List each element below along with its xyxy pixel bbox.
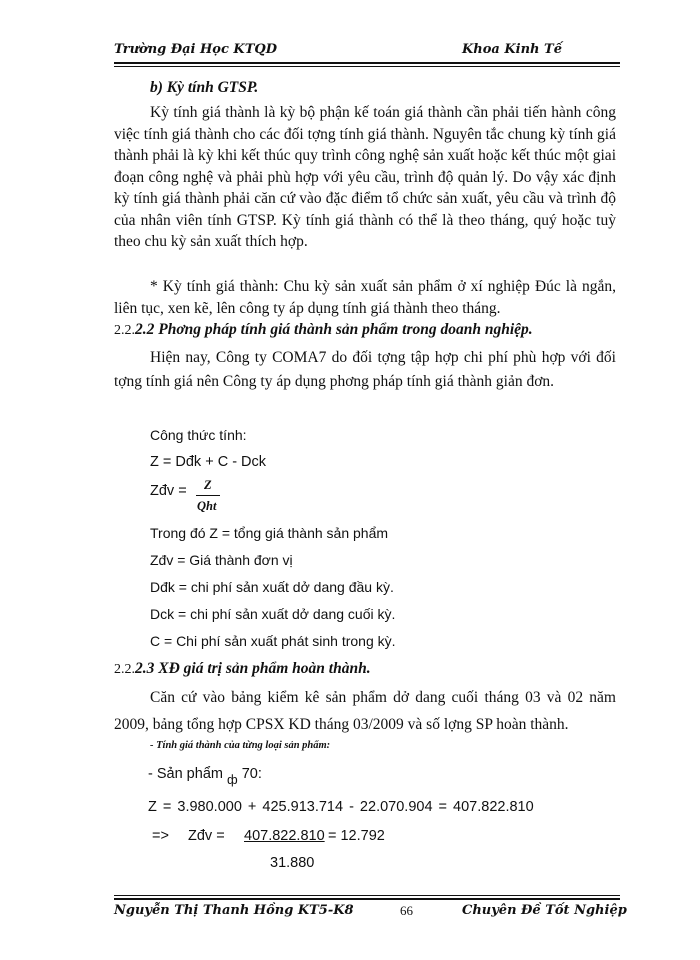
- header-school: Trường Đại Học KTQD: [114, 42, 277, 57]
- section-223-prefix: 2.2.: [114, 662, 135, 677]
- def-ddk: Dđk = chi phí sản xuất dở dang đầu kỳ.: [150, 579, 394, 595]
- footer-thesis: Chuyên Đề Tốt Nghiệp: [462, 903, 627, 918]
- footer-rule: [114, 898, 620, 900]
- section-222-prefix: 2.2.: [114, 323, 135, 338]
- calc-denominator: 31.880: [270, 855, 315, 871]
- formula-z: Z = Dđk + C - Dck: [150, 454, 267, 470]
- phi-symbol: ф: [227, 772, 238, 787]
- page-number: 66: [400, 903, 413, 918]
- def-c: C = Chi phí sản xuất phát sinh trong kỳ.: [150, 633, 396, 649]
- subsection-title: - Tính giá thành của từng loại sản phẩm:: [150, 740, 331, 751]
- section-223-heading: [114, 660, 371, 678]
- formula-zdv-label: Zđv =: [150, 483, 187, 499]
- footer-rule-thin: [114, 895, 620, 896]
- calc-z: Z = 3.980.000 + 425.913.714 - 22.070.904 = 407.822.810: [148, 799, 534, 815]
- def-zdv: Zđv = Giá thành đơn vị: [150, 552, 293, 568]
- section-b-note: * Kỳ tính giá thành: Chu kỳ sản xuất sản phẩm ở xí nghiệp Đúc là ngắn, liên tục, xen kẽ, lên công ty áp dụng tính giá thành theo tháng.: [114, 278, 616, 317]
- fraction-bar: [196, 495, 220, 496]
- calc-arrow: =>: [152, 828, 169, 844]
- section-222-paragraph: Hiện nay, Công ty COMA7 do đối tợng tập hợp chi phí phù hợp với đối tợng tính giá nên Công ty áp dụng phơng pháp tính giá thành giản đơn.: [114, 349, 616, 390]
- section-b-title: b) Kỳ tính GTSP.: [150, 79, 259, 96]
- footer-author: Nguyễn Thị Thanh Hồng KT5-K8: [114, 903, 354, 918]
- section-b-paragraph: Kỳ tính giá thành là kỳ bộ phận kế toán giá thành cần phải tiến hành công việc tính giá thành cho các đối tợng tính giá thành. Nguyên tắc chung kỳ tính giá thành phải là kỳ khi kết thúc quy trình công nghệ sản xuất hoặc kết thúc một giai đoạn công nghệ và phải phù hợp với yêu cầu, trình độ quản lý. Do vậy xác định kỳ tính giá thành phải căn cứ vào đặc điểm tổ chức sản xuất, yêu cầu và trình độ của nhân viên tính GTSP. Kỳ tính giá thành có thể là theo tháng, quý hoặc tuỳ theo chu kỳ sản xuất thích hợp.: [114, 104, 616, 250]
- calc-numerator: 407.822.810: [244, 828, 325, 844]
- product-line: [148, 766, 262, 787]
- def-dck: Dck = chi phí sản xuất dở dang cuối kỳ.: [150, 606, 396, 622]
- header-faculty: Khoa Kinh Tế: [462, 42, 562, 57]
- fraction-numerator: Z: [204, 478, 212, 492]
- product-label: - Sản phẩm: [148, 766, 223, 782]
- header-rule-thin: [114, 66, 620, 67]
- section-223-paragraph: Căn cứ vào bảng kiểm kê sản phẩm dở dang cuối tháng 03 và 02 năm 2009, bảng tổng hợp CPSX KD tháng 03/2009 và số lợng SP hoàn thành.: [114, 689, 616, 733]
- def-z: Trong đó Z = tổng giá thành sản phẩm: [150, 525, 389, 541]
- formula-label: Công thức tính:: [150, 427, 247, 443]
- section-222-title: 2.2 Phơng pháp tính giá thành sản phẩm trong doanh nghiệp.: [135, 321, 533, 338]
- calc-zdv-label: Zđv =: [188, 828, 225, 844]
- product-number: 70:: [241, 766, 262, 782]
- calc-result: = 12.792: [328, 828, 385, 844]
- fraction-denominator: Qht: [197, 499, 217, 513]
- section-222-heading: [114, 321, 533, 339]
- section-223-title: 2.3 XĐ giá trị sản phẩm hoàn thành.: [135, 660, 371, 677]
- header-rule: [114, 62, 620, 64]
